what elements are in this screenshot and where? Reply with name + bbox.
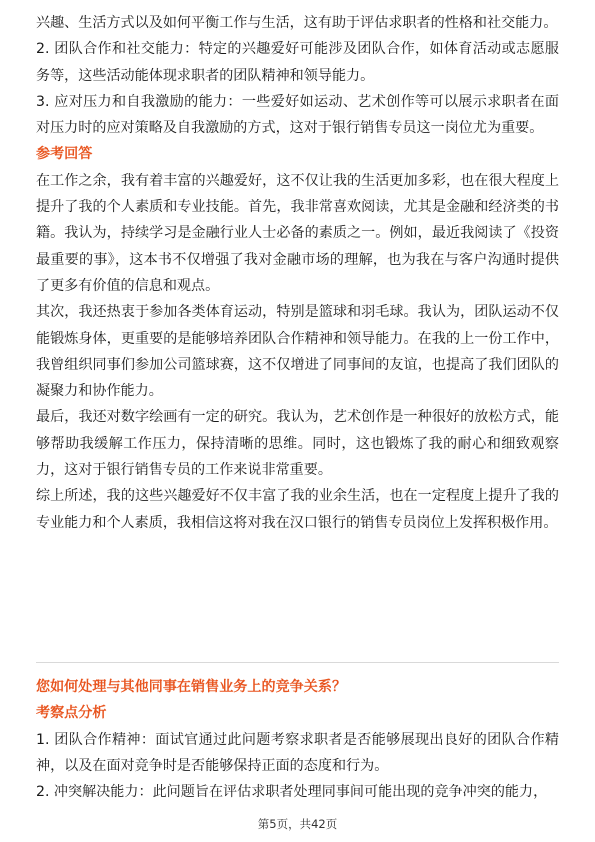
analysis-heading: 考察点分析 bbox=[36, 705, 107, 722]
answer-paragraph: 其次，我还热衷于参加各类体育运动，特别是篮球和羽毛球。我认为，团队运动不仅能锻炼身体，更重要的是能够培养团队合作精神和领导能力。在我的上一份工作中，我曾组织同事们参加公司篮球赛，这不仅增进了同事间的友谊，也提高了我们团队的凝聚力和协作能力。 bbox=[36, 304, 559, 400]
answer-paragraph: 最后，我还对数字绘画有一定的研究。我认为，艺术创作是一种很好的放松方式，能够帮助我缓解工作压力，保持清晰的思维。同时，这也锻炼了我的耐心和细致观察力，这对于银行销售专员的工作来说非常重要。 bbox=[36, 409, 559, 479]
question-heading: 您如何处理与其他同事在销售业务上的竞争关系？ bbox=[36, 679, 347, 695]
section-divider bbox=[36, 662, 559, 663]
analysis-paragraph: 1. 团队合作精神：面试官通过此问题考察求职者是否能够展现出良好的团队合作精神，以及在面对竞争时是否能够保持正面的态度和行为。 bbox=[36, 731, 559, 774]
page-number: 第5页，共42页 bbox=[257, 817, 338, 831]
analysis-paragraph: 2. 冲突解决能力：此问题旨在评估求职者处理同事间可能出现的竞争冲突的能力， bbox=[36, 784, 548, 801]
upper-content bbox=[36, 10, 559, 536]
lower-content bbox=[36, 674, 559, 805]
answer-heading: 参考回答 bbox=[36, 146, 93, 163]
answer-paragraph: 在工作之余，我有着丰富的兴趣爱好，这不仅让我的生活更加多彩，也在很大程度上提升了我的个人素质和专业技能。首先，我非常喜欢阅读，尤其是金融和经济类的书籍。我认为，持续学习是金融行业人士必备的素质之一。例如，最近我阅读了《投资最重要的事》，这本书不仅增强了我对金融市场的理解，也为我在与客户沟通时提供了更多有价值的信息和观点。 bbox=[36, 172, 559, 294]
analysis-paragraph: 3. 应对压力和自我激励的能力：一些爱好如运动、艺术创作等可以展示求职者在面对压力时的应对策略及自我激励的方式，这对于银行销售专员这一岗位尤为重要。 bbox=[36, 93, 559, 137]
answer-paragraph: 综上所述，我的这些兴趣爱好不仅丰富了我的业余生活，也在一定程度上提升了我的专业能力和个人素质，我相信这将对我在汉口银行的销售专员岗位上发挥积极作用。 bbox=[36, 488, 559, 531]
analysis-paragraph: 2. 团队合作和社交能力：特定的兴趣爱好可能涉及团队合作，如体育活动或志愿服务等，这些活动能体现求职者的团队精神和领导能力。 bbox=[36, 41, 559, 84]
analysis-paragraph: 兴趣、生活方式以及如何平衡工作与生活，这有助于评估求职者的性格和社交能力。 bbox=[36, 15, 558, 31]
